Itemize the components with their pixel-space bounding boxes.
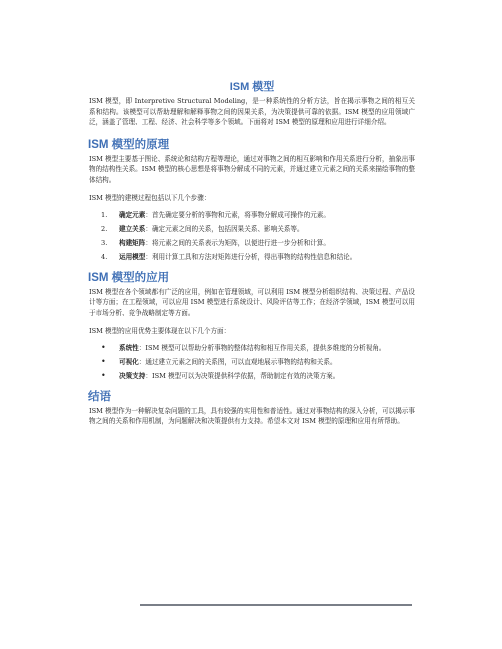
step-text: ：将元素之间的关系表示为矩阵，以便进行进一步分析和计算。 xyxy=(145,238,330,247)
document-title: ISM 模型 xyxy=(229,81,275,93)
step-number: 4. xyxy=(101,252,108,261)
list-item xyxy=(89,343,415,354)
step-term: 运用模型 xyxy=(119,252,146,261)
advantage-text: ：通过建立元素之间的关系图，可以直观地展示事物的结构和关系。 xyxy=(138,357,337,366)
intro-paragraph: ISM 模型，即 Interpretive Structural Modeling，是一种系统性的分析方法，旨在揭示事物之间的相互关系和结构。该模型可以帮助理解和解释事物之间的因果关系，为决策提供可靠的依据。ISM 模型的应用领域广泛，涵盖了管理、工程、经济、社会科学等多个领域。下面将对 ISM 模型的原理和应用进行详细介绍。 xyxy=(89,97,415,126)
application-paragraph: ISM 模型在各个领域都有广泛的应用，例如在管理领域，可以利用 ISM 模型分析组织结构、决策过程、产品设计等方面；在工程领域，可以应用 ISM 模型进行系统设计、风险评估等工作；在经济学领域，ISM 模型可以用于市场分析、竞争战略制定等方面。 xyxy=(89,287,415,317)
advantages-intro: ISM 模型的应用优势主要体现在以下几个方面： xyxy=(89,327,231,335)
bullet-icon: • xyxy=(101,370,106,380)
principle-heading: ISM 模型的原理 xyxy=(88,138,170,151)
advantage-text: ：ISM 模型可以为决策提供科学依据，帮助制定有效的决策方案。 xyxy=(145,371,340,380)
bullet-icon: • xyxy=(101,342,106,352)
step-text: ：利用计算工具和方法对矩阵进行分析，得出事物的结构性信息和结论。 xyxy=(145,252,357,261)
list-item xyxy=(89,238,415,249)
steps-list xyxy=(89,210,415,263)
document-page xyxy=(89,78,415,435)
step-term: 构建矩阵 xyxy=(119,238,146,247)
step-term: 确定元素 xyxy=(119,210,146,219)
step-text: ：首先确定要分析的事物和元素，将事物分解成可操作的元素。 xyxy=(145,210,330,219)
conclusion-paragraph: ISM 模型作为一种解决复杂问题的工具，具有较强的实用性和普适性。通过对事物结构的深入分析，可以揭示事物之间的关系和作用机制，为问题解决和决策提供有力支持。希望本文对 ISM 模型的原理和应用有所帮助。 xyxy=(89,406,415,425)
advantage-term: 系统性 xyxy=(119,343,139,352)
list-item xyxy=(89,371,415,382)
step-text: ：确定元素之间的关系，包括因果关系、影响关系等。 xyxy=(145,224,304,233)
conclusion-heading: 结语 xyxy=(88,390,111,403)
step-term: 建立关系 xyxy=(119,224,146,233)
list-item xyxy=(89,224,415,235)
bullet-icon: • xyxy=(101,356,106,366)
advantage-term: 可视化 xyxy=(119,357,139,366)
step-number: 3. xyxy=(101,238,108,247)
step-number: 1. xyxy=(101,210,108,219)
application-heading: ISM 模型的应用 xyxy=(88,271,170,284)
step-number: 2. xyxy=(101,224,108,233)
list-item xyxy=(89,210,415,221)
steps-intro: ISM 模型的建模过程包括以下几个步骤： xyxy=(89,194,211,202)
list-item xyxy=(89,357,415,368)
list-item xyxy=(89,252,415,263)
footer-divider xyxy=(140,604,412,606)
advantage-text: ：ISM 模型可以帮助分析事物的整体结构和相互作用关系，提供多维度的分析视角。 xyxy=(138,343,386,352)
advantage-term: 决策支持 xyxy=(119,371,146,380)
principle-paragraph: ISM 模型主要基于图论、系统论和结构方程等理论，通过对事物之间的相互影响和作用关系进行分析，抽象出事物的结构性关系。ISM 模型的核心思想是将事物分解成不同的元素，并通过建立元素之间的关系来描绘事物的整体结构。 xyxy=(89,154,415,184)
advantages-list xyxy=(89,343,415,382)
